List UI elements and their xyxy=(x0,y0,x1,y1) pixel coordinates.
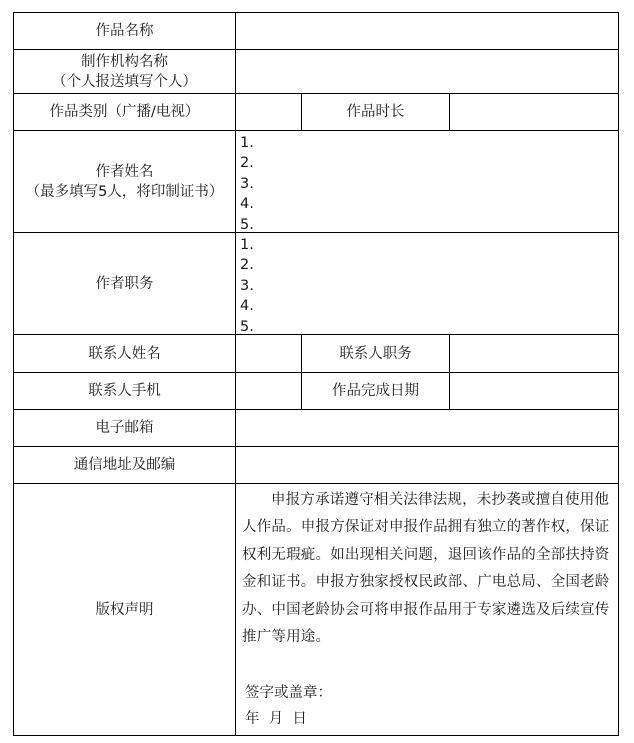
author-name-line: 2. xyxy=(240,155,254,172)
author-title-line: 3. xyxy=(240,277,254,294)
author-name-line: 5. xyxy=(240,216,254,233)
author-name-line: 4. xyxy=(240,196,254,213)
author-name-line: 3. xyxy=(240,175,254,192)
duration-field[interactable] xyxy=(449,93,619,131)
author-title-line: 2. xyxy=(240,257,254,274)
contact-name-field[interactable] xyxy=(235,334,302,373)
email-label: 电子邮箱 xyxy=(13,409,236,447)
author-titles-label: 作者职务 xyxy=(13,232,236,335)
copyright-text: 申报方承诺遵守相关法律法规，未抄袭或擅自使用他人作品。申报方保证对申报作品拥有独立的著作权，保证权利无瑕疵。如出现相关问题，退回该作品的全部扶持资金和证书。申报方独家授权民政部、广电总局、全国老龄办、中国老龄协会可将申报作品用于专家遴选及后续宣传推广等用途。 xyxy=(242,492,610,646)
completion-date-label: 作品完成日期 xyxy=(301,372,450,410)
address-field[interactable] xyxy=(235,446,619,484)
author-title-line: 5. xyxy=(240,318,254,335)
copyright-label: 版权声明 xyxy=(13,483,236,736)
contact-phone-label: 联系人手机 xyxy=(13,372,236,410)
signature-label: 签字或盖章： xyxy=(245,685,332,701)
work-name-label: 作品名称 xyxy=(13,12,236,50)
contact-title-label: 联系人职务 xyxy=(301,334,450,373)
duration-label: 作品时长 xyxy=(301,93,450,131)
contact-title-field[interactable] xyxy=(449,334,619,373)
email-field[interactable] xyxy=(235,409,619,447)
producer-field[interactable] xyxy=(235,49,619,94)
contact-name-label: 联系人姓名 xyxy=(13,334,236,373)
author-names-field[interactable] xyxy=(235,130,619,233)
author-title-line: 4. xyxy=(240,298,254,315)
author-names-label: 作者姓名 （最多填写5人，将印制证书） xyxy=(13,130,236,233)
author-title-line: 1. xyxy=(240,237,254,253)
author-name-line: 1. xyxy=(240,135,254,151)
category-field[interactable] xyxy=(235,93,302,131)
copyright-statement xyxy=(235,483,619,736)
date-line: 年 月 日 xyxy=(245,711,307,727)
contact-phone-field[interactable] xyxy=(235,372,302,410)
author-titles-field[interactable] xyxy=(235,232,619,335)
application-form xyxy=(13,12,619,736)
completion-date-field[interactable] xyxy=(449,372,619,410)
work-name-field[interactable] xyxy=(235,12,619,50)
address-label: 通信地址及邮编 xyxy=(13,446,236,484)
producer-label: 制作机构名称 （个人报送填写个人） xyxy=(13,49,236,94)
category-label: 作品类别（广播/电视） xyxy=(13,93,236,131)
